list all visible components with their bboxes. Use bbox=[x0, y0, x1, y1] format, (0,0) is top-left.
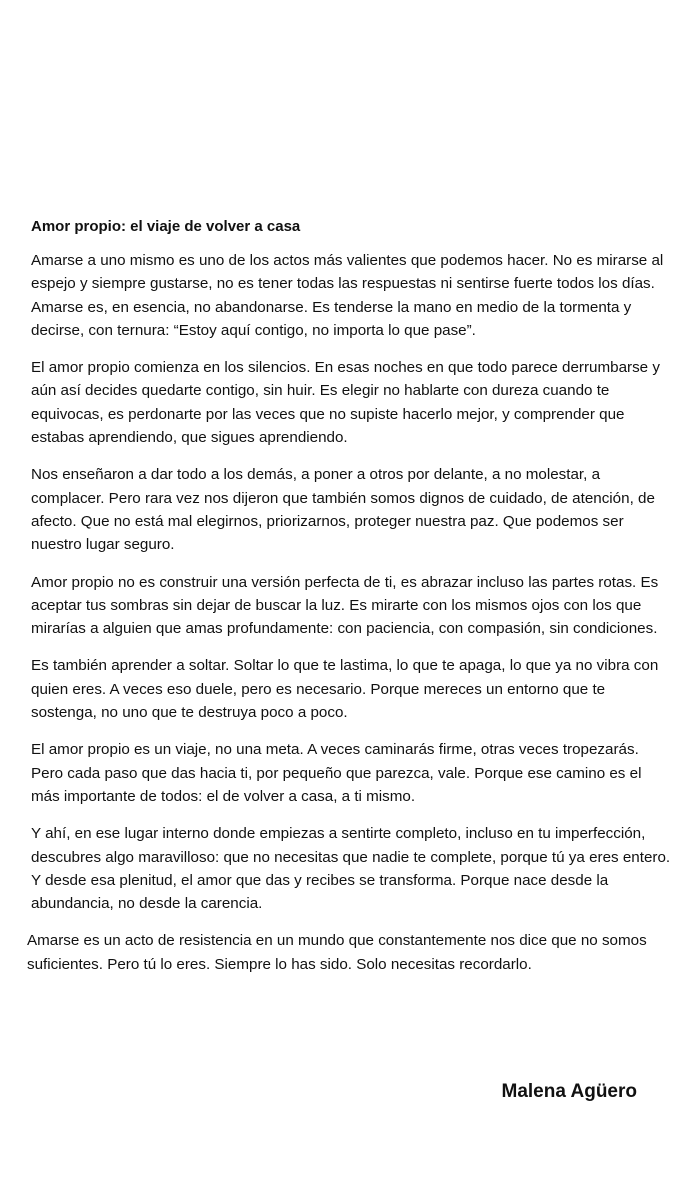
document-title: Amor propio: el viaje de volver a casa bbox=[31, 218, 301, 235]
paragraph-7: Y ahí, en ese lugar interno donde empiezas a sentirte completo, incluso en tu imperfección, descubres algo maravilloso: que no necesitas que nadie te complete, porque tú ya eres entero. Y desde esa plenitud, el amor que das y recibes se transforma. Porque nace desde la abundancia, no desde la carencia. bbox=[31, 825, 671, 913]
document-body bbox=[27, 215, 671, 990]
paragraph-1: Amarse a uno mismo es uno de los actos más valientes que podemos hacer. No es mirarse al espejo y siempre gustarse, no es tener todas las respuestas ni sentirse fuerte todos los días. Amarse es, en esencia, no abandonarse. Es tenderse la mano en medio de la tormenta y decirse, con ternura: “Estoy aquí contigo, no importa lo que pase”. bbox=[31, 252, 664, 339]
paragraph-4: Amor propio no es construir una versión perfecta de ti, es abrazar incluso las partes rotas. Es aceptar tus sombras sin dejar de buscar la luz. Es mirarte con los mismos ojos con los que mirarías a alguien que amas profundamente: con paciencia, con compasión, sin condiciones. bbox=[31, 573, 659, 638]
paragraph-8: Amarse es un acto de resistencia en un mundo que constantemente nos dice que no somos suficientes. Pero tú lo eres. Siempre lo has sido. Solo necesitas recordarlo. bbox=[27, 932, 647, 973]
paragraph-5: Es también aprender a soltar. Soltar lo que te lastima, lo que te apaga, lo que ya no vibra con quien eres. A veces eso duele, pero es necesario. Porque mereces un entorno que te sostenga, no uno que te destruya poco a poco. bbox=[31, 657, 659, 722]
author-signature: Malena Agüero bbox=[501, 1081, 637, 1102]
paragraph-3: Nos enseñaron a dar todo a los demás, a poner a otros por delante, a no molestar, a complacer. Pero rara vez nos dijeron que también somos dignos de cuidado, de atención, de afecto. Que no está mal elegirnos, priorizarnos, proteger nuestra paz. Que podemos ser nuestro lugar seguro. bbox=[31, 466, 655, 554]
paragraph-2: El amor propio comienza en los silencios. En esas noches en que todo parece derrumbarse y aún así decides quedarte contigo, sin huir. Es elegir no hablarte con dureza cuando te equivocas, es perdonarte por las veces que no supiste hacerlo mejor, y comprender que estabas aprendiendo, que sigues aprendiendo. bbox=[31, 359, 660, 447]
paragraph-6: El amor propio es un viaje, no una meta. A veces caminarás firme, otras veces tropezarás. Pero cada paso que das hacia ti, por pequeño que parezca, vale. Porque ese camino es el más importante de todos: el de volver a casa, a ti mismo. bbox=[31, 741, 642, 805]
